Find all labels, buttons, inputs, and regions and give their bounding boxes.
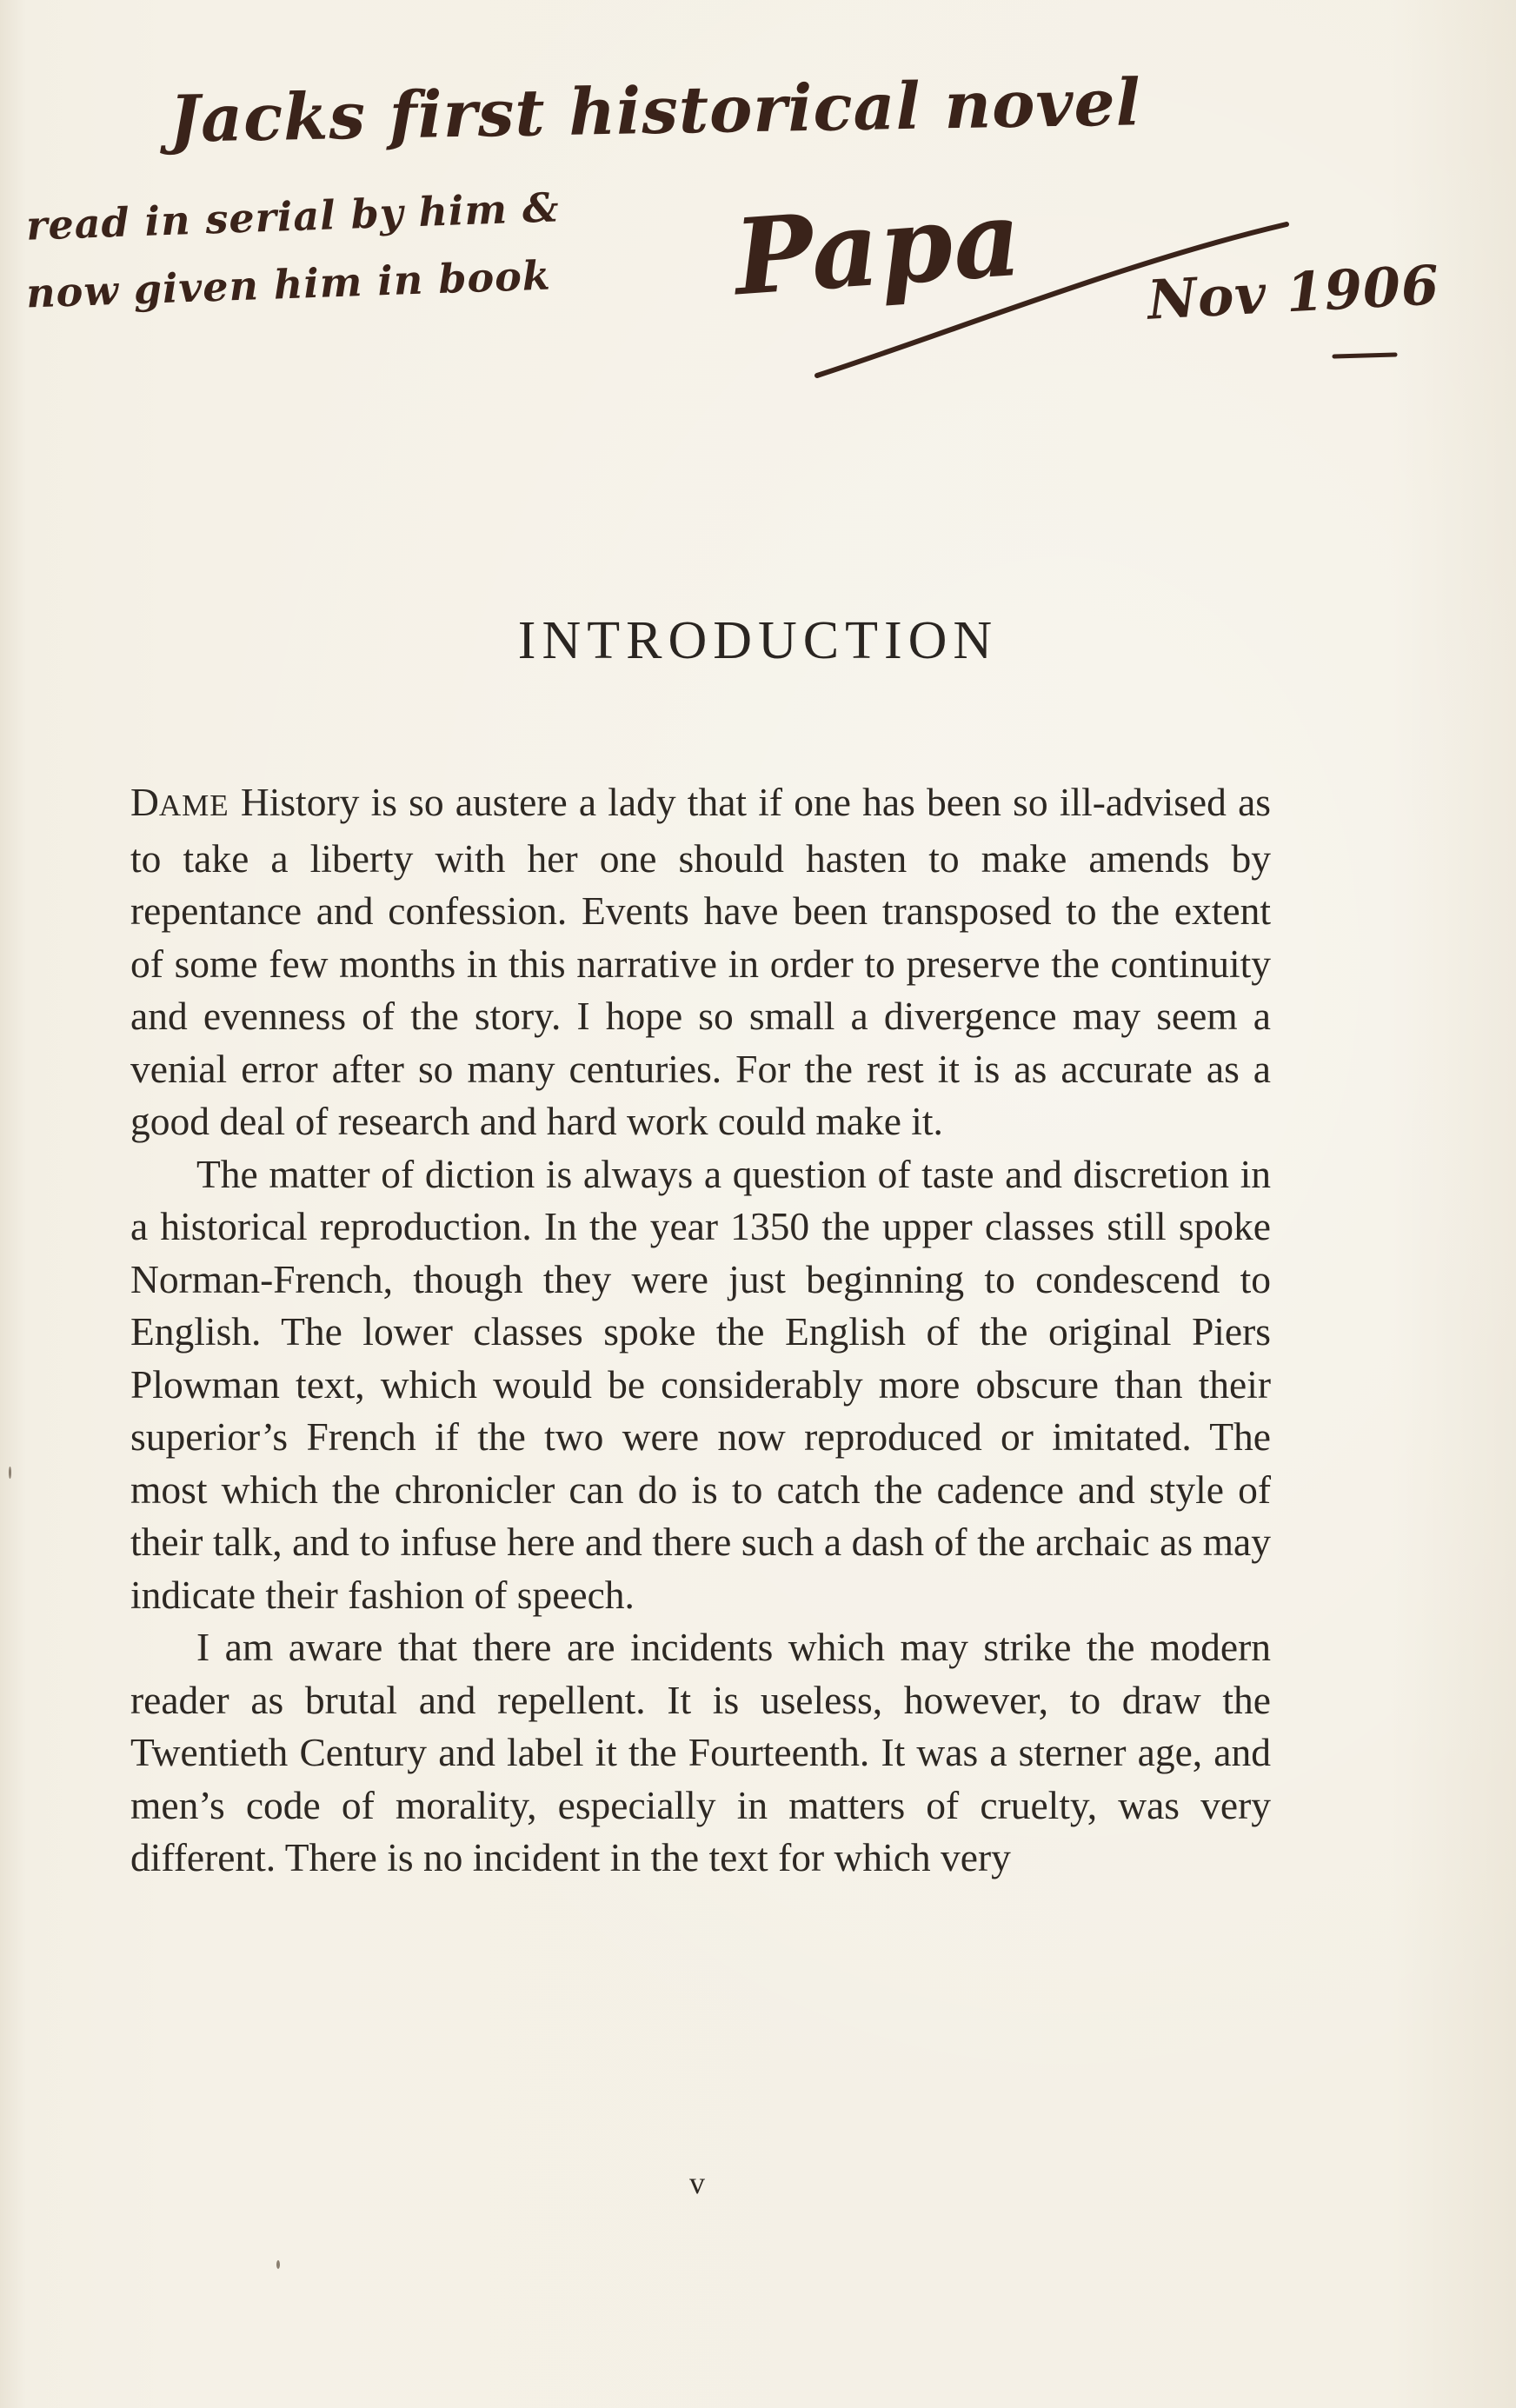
paragraph-2: The matter of diction is always a question of taste and discretion in a historical reproduction. In the year 1350 the upper classes still spoke Norman-French, though they were just beginning to condescend to English. The lower classes spoke the English of the original Piers Plowman text, which would be considerably more obscure than their superior’s French if the two were now reproduced or imitated. The most which the chronicler can do is to catch the cadence and style of their talk, and to infuse here and there such a dash of the archaic as may indicate their fashion of speech.	[130, 1151, 1271, 1617]
inscription-date: Nov 1906	[1146, 253, 1441, 332]
signature-flourish	[0, 0, 1516, 409]
paragraph-1	[130, 776, 1271, 1148]
small-caps-rest: AME	[158, 788, 229, 822]
paper-speck	[9, 1467, 11, 1479]
small-caps-initial: D	[130, 780, 159, 824]
paragraph-1-text: History is so austere a lady that if one has been so ill-advised as to take a liberty with her one should hasten to make amends by repentance and confession. Events have been transposed to the extent of some few months in this narrative in order to preserve the continuity and evenness of the story. I hope so small a divergence may seem a venial error after so many centuries. For the rest it is as accurate as a good deal of research and hard work could make it.	[130, 780, 1271, 1143]
inscription-line-1: Jacks first historical novel	[169, 65, 1142, 157]
page-number: v	[689, 2165, 705, 2200]
paper-speck	[276, 2260, 280, 2269]
handwritten-inscription	[0, 0, 1516, 409]
introduction-body	[130, 776, 1271, 1885]
inscription-signature: Papa	[730, 176, 1026, 320]
paragraph-3: I am aware that there are incidents which may strike the modern reader as brutal and repellent. It is useless, however, to draw the Twentieth Century and label it the Fourteenth. It was a sterner age, and men’s code of morality, especially in matters of cruelty, was very different. There is no incident in the text for which very	[130, 1625, 1271, 1879]
inscription-line-3: now given him in book	[25, 251, 552, 317]
inscription-line-2: read in serial by him &	[25, 183, 561, 249]
page-title: INTRODUCTION	[517, 611, 999, 670]
